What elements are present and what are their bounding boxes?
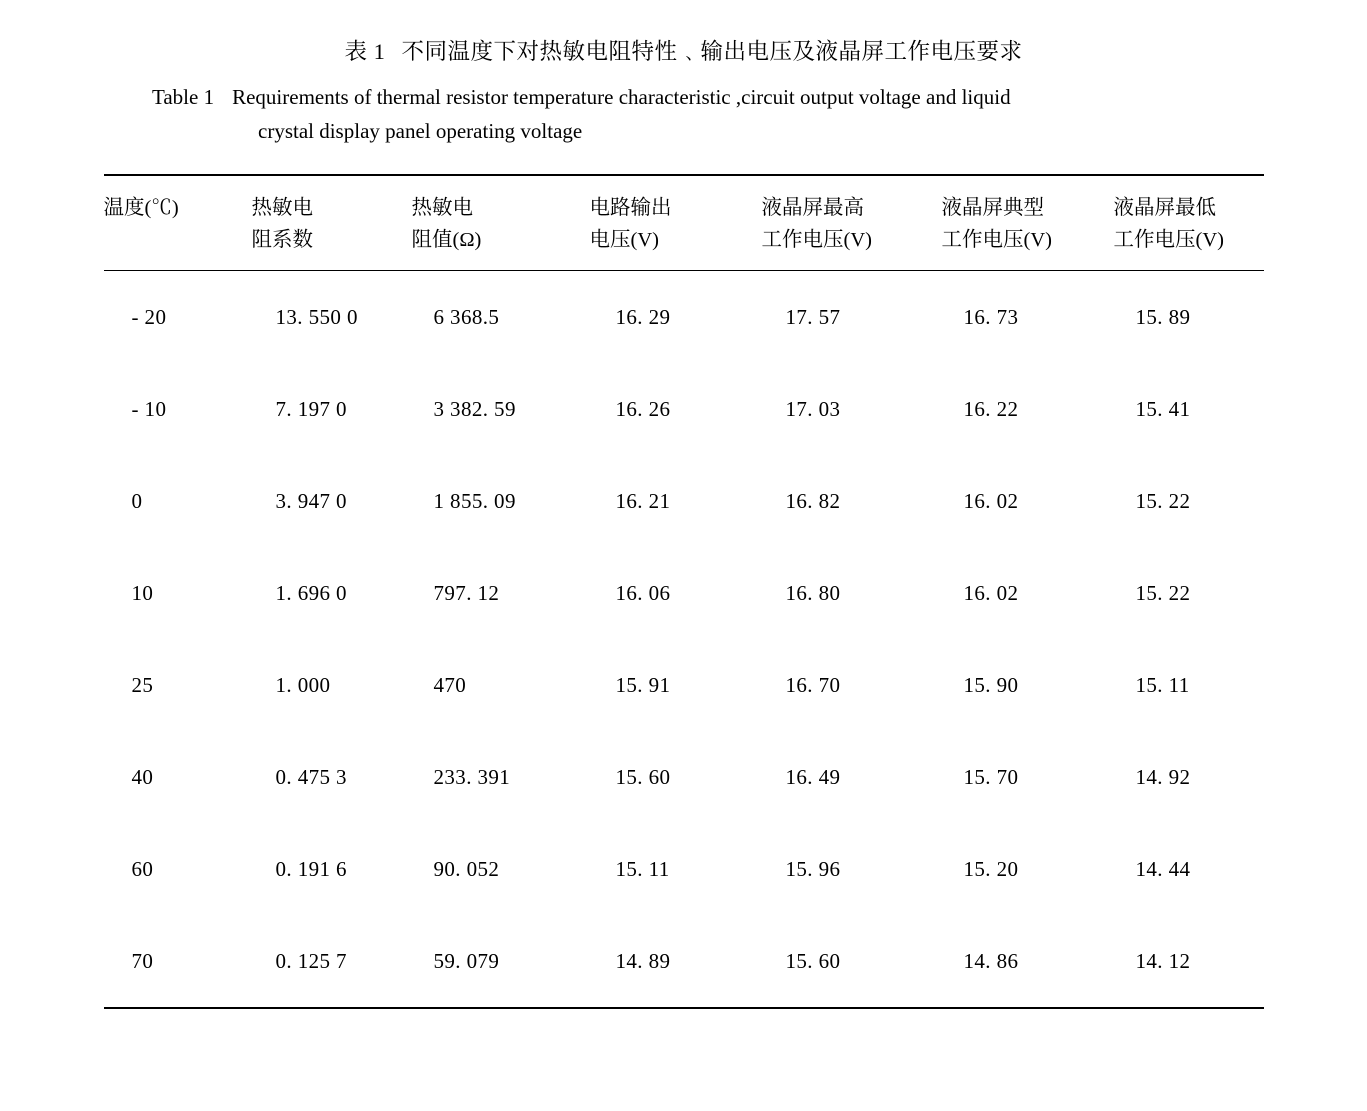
caption-chinese-label: 表 1 (344, 39, 386, 64)
column-header-resistor-coefficient-line1: 热敏电 (251, 197, 313, 219)
column-header-resistance-value-line2: 阻值(Ω) (411, 229, 482, 251)
column-header-temperature (104, 175, 252, 271)
cell-resistor-coefficient: 13. 550 0 (252, 271, 412, 364)
cell-temperature: 70 (131, 948, 154, 973)
cell-lcd-typical-voltage: 15. 90 (963, 672, 1019, 697)
cell-lcd-max-voltage: 16. 82 (785, 488, 841, 513)
cell-lcd-min-voltage: 15. 89 (1114, 271, 1264, 364)
column-header-resistor-coefficient-line2: 阻系数 (251, 229, 313, 251)
cell-output-voltage: 16. 26 (615, 396, 671, 421)
cell-resistor-coefficient: 3. 947 0 (275, 488, 347, 513)
cell-resistance-value: 1 855. 09 (433, 488, 516, 513)
cell-resistor-coefficient: 7. 197 0 (275, 396, 347, 421)
caption-english-text1: Requirements of thermal resistor temperature characteristic ,circuit output voltage and liquid (232, 85, 1011, 109)
cell-output-voltage: 16. 06 (615, 580, 671, 605)
cell-lcd-max-voltage: 16. 80 (785, 580, 841, 605)
caption-chinese-title: 不同温度下对热敏电阻特性﹑输出电压及液晶屏工作电压要求 (401, 39, 1023, 64)
document-page (0, 34, 1367, 1111)
cell-resistor-coefficient: 1. 696 0 (275, 580, 347, 605)
cell-lcd-typical-voltage: 15. 70 (963, 764, 1019, 789)
column-header-lcd-min-voltage (1114, 175, 1264, 271)
cell-temperature: 40 (131, 764, 154, 789)
cell-temperature: 25 (131, 672, 154, 697)
cell-lcd-min-voltage: 15. 11 (1135, 672, 1190, 697)
cell-lcd-min-voltage: 15. 22 (1135, 580, 1191, 605)
cell-resistance-value: 3 382. 59 (433, 396, 516, 421)
cell-lcd-min-voltage: 14. 12 (1135, 948, 1191, 973)
requirements-table (104, 174, 1264, 1009)
cell-lcd-max-voltage: 16. 49 (785, 764, 841, 789)
column-header-temperature-line1: 温度(℃) (103, 197, 179, 219)
cell-temperature: - 10 (131, 396, 167, 421)
table-row (104, 363, 1264, 455)
cell-lcd-min-voltage: 15. 41 (1135, 396, 1191, 421)
cell-resistance-value: 233. 391 (433, 764, 511, 789)
column-header-output-voltage-line1: 电路输出 (589, 197, 672, 219)
column-header-lcd-min-voltage-line1: 液晶屏最低 (1113, 197, 1216, 219)
column-header-lcd-typical-voltage-line2: 工作电压(V) (941, 229, 1052, 251)
column-header-output-voltage (590, 175, 762, 271)
caption-english-line1 (0, 80, 1367, 114)
table-row (104, 823, 1264, 915)
column-header-output-voltage-line2: 电压(V) (589, 229, 659, 251)
caption-english-label: Table 1 (152, 85, 215, 109)
caption-chinese (0, 34, 1367, 66)
cell-lcd-typical-voltage: 15. 20 (963, 856, 1019, 881)
table-body (104, 271, 1264, 1009)
cell-lcd-max-voltage: 17. 57 (762, 271, 942, 364)
cell-resistance-value: 59. 079 (433, 948, 500, 973)
cell-lcd-typical-voltage: 16. 22 (963, 396, 1019, 421)
cell-output-voltage: 15. 60 (615, 764, 671, 789)
column-header-resistance-value-line1: 热敏电 (411, 197, 473, 219)
column-header-lcd-typical-voltage (942, 175, 1114, 271)
caption-english-line2: crystal display panel operating voltage (258, 119, 583, 143)
cell-lcd-max-voltage: 16. 70 (785, 672, 841, 697)
cell-resistance-value: 470 (433, 672, 467, 697)
column-header-resistance-value (412, 175, 590, 271)
table-row (104, 271, 1264, 364)
cell-lcd-min-voltage: 15. 22 (1135, 488, 1191, 513)
cell-lcd-typical-voltage: 14. 86 (963, 948, 1019, 973)
column-header-resistor-coefficient (252, 175, 412, 271)
cell-lcd-max-voltage: 17. 03 (785, 396, 841, 421)
cell-lcd-typical-voltage: 16. 73 (942, 271, 1114, 364)
cell-lcd-min-voltage: 14. 44 (1135, 856, 1191, 881)
cell-temperature: 10 (131, 580, 154, 605)
table-container (104, 174, 1264, 1009)
table-row (104, 639, 1264, 731)
cell-resistor-coefficient: 0. 125 7 (275, 948, 347, 973)
column-header-lcd-max-voltage (762, 175, 942, 271)
column-header-lcd-max-voltage-line2: 工作电压(V) (761, 229, 872, 251)
cell-output-voltage: 15. 11 (615, 856, 670, 881)
cell-temperature: 0 (131, 488, 143, 513)
cell-output-voltage: 14. 89 (615, 948, 671, 973)
cell-resistor-coefficient: 0. 191 6 (275, 856, 347, 881)
column-header-lcd-min-voltage-line2: 工作电压(V) (1113, 229, 1224, 251)
column-header-lcd-max-voltage-line1: 液晶屏最高 (761, 197, 864, 219)
column-header-lcd-typical-voltage-line1: 液晶屏典型 (941, 197, 1044, 219)
cell-lcd-max-voltage: 15. 96 (785, 856, 841, 881)
cell-output-voltage: 15. 91 (615, 672, 671, 697)
table-row (104, 915, 1264, 1008)
table-row (104, 731, 1264, 823)
table-caption (0, 34, 1367, 146)
table-row (104, 455, 1264, 547)
cell-output-voltage: 16. 21 (615, 488, 671, 513)
cell-temperature: - 20 (104, 271, 252, 364)
table-header (104, 175, 1264, 271)
table-row (104, 547, 1264, 639)
cell-resistor-coefficient: 0. 475 3 (275, 764, 347, 789)
cell-lcd-typical-voltage: 16. 02 (963, 580, 1019, 605)
cell-output-voltage: 16. 29 (590, 271, 762, 364)
cell-temperature: 60 (131, 856, 154, 881)
cell-resistance-value: 90. 052 (433, 856, 500, 881)
cell-resistor-coefficient: 1. 000 (275, 672, 331, 697)
cell-resistance-value: 797. 12 (433, 580, 500, 605)
table-header-row (104, 175, 1264, 271)
cell-lcd-max-voltage: 15. 60 (785, 948, 841, 973)
cell-lcd-typical-voltage: 16. 02 (963, 488, 1019, 513)
cell-resistance-value: 6 368.5 (412, 271, 590, 364)
cell-lcd-min-voltage: 14. 92 (1135, 764, 1191, 789)
